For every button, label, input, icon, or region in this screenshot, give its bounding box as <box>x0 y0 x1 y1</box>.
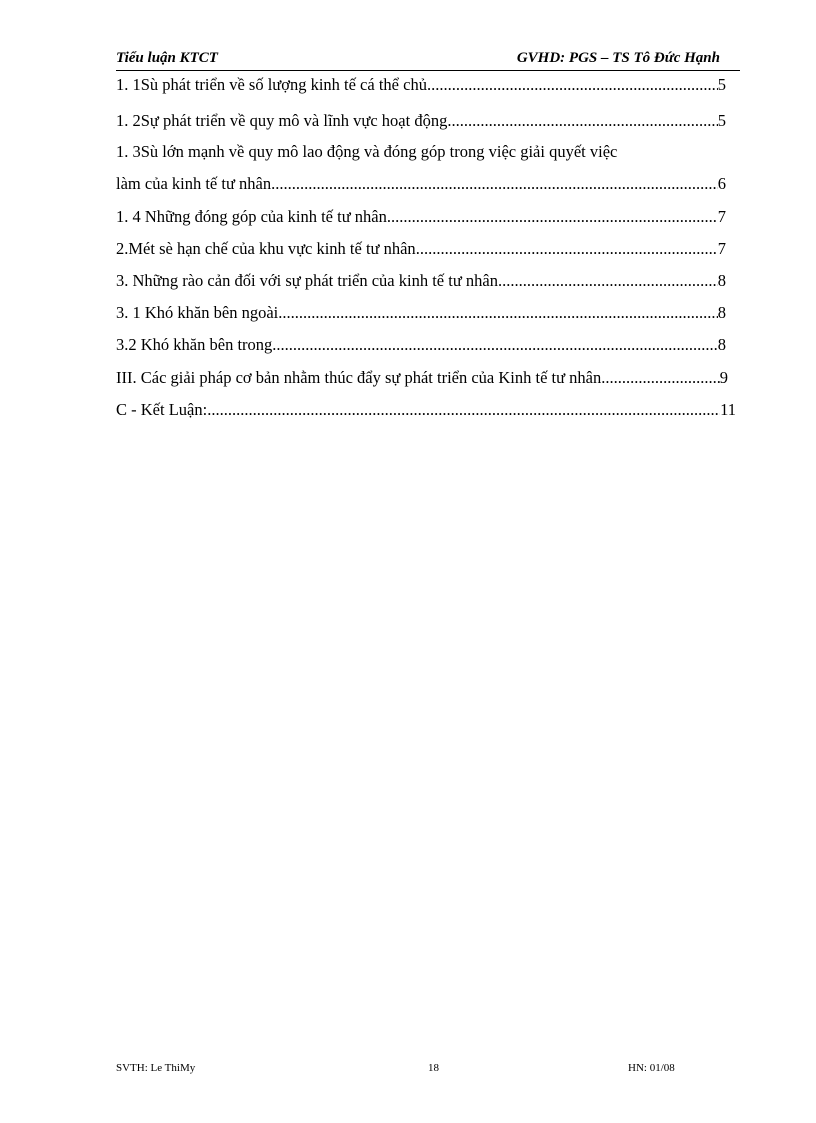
toc-entry-page: 8 <box>717 335 726 354</box>
toc-leader <box>601 367 719 389</box>
toc-entry-page: 8 <box>717 271 726 290</box>
toc-leader <box>271 173 718 195</box>
toc-leader <box>427 74 718 96</box>
toc-entry[interactable] <box>116 141 617 163</box>
header-supervisor: GVHD: PGS – TS Tô Đức Hạnh <box>516 50 720 66</box>
footer-student: SVTH: Le ThiMy <box>116 1062 196 1074</box>
toc-leader <box>207 399 720 421</box>
toc-leader <box>498 270 718 292</box>
toc-leader <box>416 238 718 260</box>
header-course-title: Tiểu luận KTCT <box>116 50 218 66</box>
footer-class-code: HN: 01/08 <box>628 1062 675 1074</box>
toc-entry-title: 3.2 Khó khăn bên trong <box>116 335 273 354</box>
toc-leader <box>272 334 717 356</box>
toc-entry-title: 1. 4 Những đóng góp của kinh tế tư nhân <box>116 207 387 226</box>
toc-entry-title: 1. 3Sù lớn mạnh về quy mô lao động và đóng góp trong việc giải quyết việc <box>116 142 618 161</box>
page-footer <box>116 1062 696 1078</box>
toc-entry-title: 1. 2Sự phát triển về quy mô và lĩnh vực hoạt động <box>116 111 448 130</box>
toc-entry[interactable] <box>116 302 726 324</box>
toc-entry-page: 5 <box>717 111 726 130</box>
toc-entry[interactable] <box>116 270 726 292</box>
toc-entry-title: 3. 1 Khó khăn bên ngoài <box>116 303 279 322</box>
toc-entry-title: 3. Những rào cản đối với sự phát triển của kinh tế tư nhân <box>116 271 498 290</box>
toc-entry[interactable] <box>116 74 726 96</box>
toc-entry-page: 8 <box>717 303 726 322</box>
toc-entry-title: làm của kinh tế tư nhân <box>116 174 272 193</box>
toc-entry-title: C - Kết Luận: <box>116 400 208 419</box>
toc-entry-page: 5 <box>717 75 726 94</box>
footer-page-number: 18 <box>428 1062 439 1074</box>
toc-entry[interactable] <box>116 238 726 260</box>
page-header <box>116 48 740 71</box>
toc-entry-page: 9 <box>719 368 728 387</box>
toc-entry-page: 7 <box>717 239 726 258</box>
toc-entry-title: 2.Mét sè hạn chế của khu vực kinh tế tư nhân <box>116 239 416 258</box>
toc-entry-title: III. Các giải pháp cơ bản nhằm thúc đẩy sự phát triển của Kinh tế tư nhân <box>116 368 602 387</box>
toc-entry-page: 6 <box>717 174 726 193</box>
toc-leader <box>278 302 718 324</box>
toc-leader <box>447 110 717 132</box>
toc-entry[interactable] <box>116 399 736 421</box>
toc-entry-title: 1. 1Sù phát triển về số lượng kinh tế cá thể chủ <box>116 75 427 94</box>
toc-entry[interactable] <box>116 173 726 195</box>
toc-entry[interactable] <box>116 206 726 228</box>
toc-entry-page: 11 <box>720 400 736 419</box>
toc-leader <box>387 206 718 228</box>
toc-entry[interactable] <box>116 367 728 389</box>
toc-entry-page: 7 <box>717 207 726 226</box>
toc-entry[interactable] <box>116 110 726 132</box>
toc-entry[interactable] <box>116 334 726 356</box>
